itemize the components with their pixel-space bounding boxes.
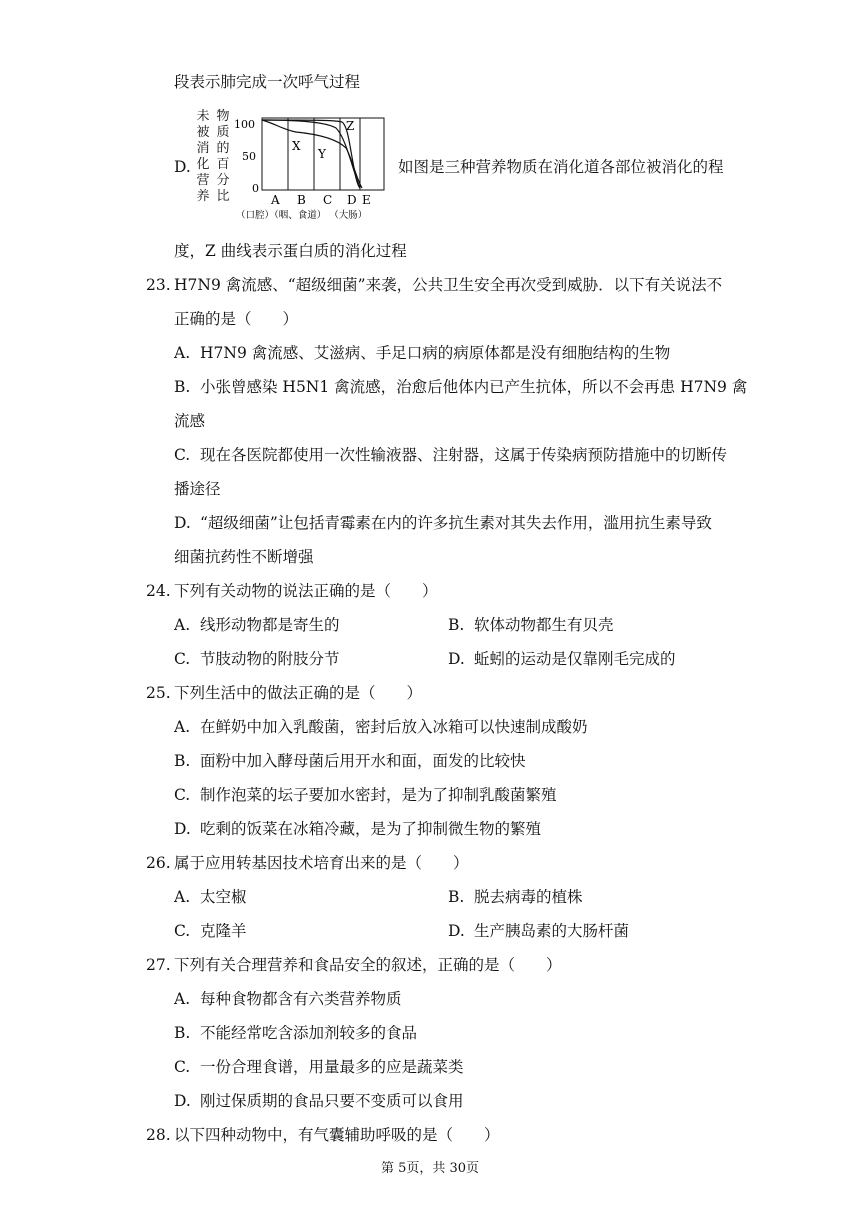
option-text-cont: 流感 bbox=[174, 412, 206, 430]
option-text: 蚯蚓的运动是仅靠刚毛完成的 bbox=[474, 650, 676, 668]
question-number: 27. bbox=[146, 956, 171, 974]
ylabel-char: 质 bbox=[216, 125, 230, 140]
ylabel-char: 的 bbox=[216, 141, 230, 156]
question-stem: H7N9 禽流感、“超级细菌”来袭，公共卫生安全再次受到威胁．以下有关说法不 bbox=[174, 276, 723, 294]
question-stem: 属于应用转基因技术培育出来的是（ ） bbox=[174, 854, 469, 872]
question-number: 25. bbox=[146, 684, 171, 702]
option-label: B. bbox=[448, 616, 465, 634]
option-text: “超级细菌”让包括青霉素在内的许多抗生素对其失去作用，滥用抗生素导致 bbox=[200, 514, 712, 532]
option-text: 吃剩的饭菜在冰箱冷藏，是为了抑制微生物的繁殖 bbox=[200, 820, 542, 838]
option-d[interactable] bbox=[448, 649, 676, 669]
q22-option-d-label: D. bbox=[174, 158, 191, 176]
option-label: C. bbox=[174, 446, 191, 464]
option-c[interactable] bbox=[174, 785, 557, 805]
option-text: 在鲜奶中加入乳酸菌，密封后放入冰箱可以快速制成酸奶 bbox=[200, 718, 588, 736]
option-text-cont: 播途径 bbox=[174, 480, 221, 498]
option-text: H7N9 禽流感、艾滋病、手足口病的病原体都是没有细胞结构的生物 bbox=[200, 344, 671, 362]
option-b[interactable] bbox=[174, 1023, 417, 1043]
option-c[interactable] bbox=[174, 649, 340, 669]
option-a[interactable] bbox=[174, 989, 402, 1009]
ylabel-char: 营 bbox=[196, 173, 210, 188]
question-stem: 下列生活中的做法正确的是（ ） bbox=[174, 684, 423, 702]
option-text: 不能经常吃含添加剂较多的食品 bbox=[200, 1024, 418, 1042]
q22-option-d-desc: 如图是三种营养物质在消化道各部位被消化的程 bbox=[398, 158, 724, 176]
option-label: A. bbox=[174, 990, 191, 1008]
option-text: 太空椒 bbox=[200, 888, 247, 906]
ylabel-char: 比 bbox=[216, 189, 230, 204]
option-label: A. bbox=[174, 718, 191, 736]
ylabel-char: 百 bbox=[216, 157, 230, 172]
option-label: B. bbox=[448, 888, 465, 906]
digestion-chart bbox=[196, 108, 386, 222]
x-letter-e: E bbox=[362, 193, 371, 207]
option-c[interactable] bbox=[174, 921, 247, 941]
option-a[interactable] bbox=[174, 343, 670, 363]
option-text-cont: 细菌抗药性不断增强 bbox=[174, 548, 314, 566]
option-text: 克隆羊 bbox=[200, 922, 247, 940]
y-tick-50: 50 bbox=[242, 150, 256, 163]
intro-line: 段表示肺完成一次呼气过程 bbox=[174, 73, 361, 91]
question-number: 24. bbox=[146, 582, 171, 600]
option-text: 软体动物都生有贝壳 bbox=[474, 616, 614, 634]
option-a[interactable] bbox=[174, 615, 340, 635]
option-label: A. bbox=[174, 616, 191, 634]
question-number: 28. bbox=[146, 1126, 171, 1144]
y-tick-0: 0 bbox=[252, 182, 259, 195]
option-label: C. bbox=[174, 650, 191, 668]
option-label: C. bbox=[174, 1058, 191, 1076]
option-text: 线形动物都是寄生的 bbox=[200, 616, 340, 634]
digestion-figure bbox=[196, 108, 386, 222]
option-text: 制作泡菜的坛子要加水密封，是为了抑制乳酸菌繁殖 bbox=[200, 786, 557, 804]
ylabel-char: 未 bbox=[196, 109, 210, 124]
x-letter-c: C bbox=[323, 193, 333, 207]
question-number: 23. bbox=[146, 276, 171, 294]
q22-option-d-desc-cont: 度，Z 曲线表示蛋白质的消化过程 bbox=[174, 242, 407, 260]
curve-label-x: X bbox=[292, 139, 301, 153]
option-d[interactable] bbox=[174, 513, 712, 533]
option-b[interactable] bbox=[448, 615, 614, 635]
curve-label-z: Z bbox=[346, 119, 355, 133]
option-label: D. bbox=[174, 820, 191, 838]
option-text: 面粉中加入酵母菌后用开水和面，面发的比较快 bbox=[200, 752, 526, 770]
ylabel-char: 养 bbox=[196, 189, 210, 204]
option-label: C. bbox=[174, 922, 191, 940]
option-a[interactable] bbox=[174, 717, 588, 737]
option-label: B. bbox=[174, 752, 191, 770]
option-text: 小张曾感染 H5N1 禽流感，治愈后他体内已产生抗体，所以不会再患 H7N9 禽 bbox=[200, 378, 748, 396]
ylabel-char: 物 bbox=[216, 109, 230, 124]
option-text: 现在各医院都使用一次性输液器、注射器，这属于传染病预防措施中的切断传 bbox=[200, 446, 728, 464]
option-text: 生产胰岛素的大肠杆菌 bbox=[474, 922, 630, 940]
ylabel-char: 被 bbox=[196, 125, 210, 140]
option-label: D. bbox=[174, 1092, 191, 1110]
option-d[interactable] bbox=[174, 1091, 464, 1111]
option-d[interactable] bbox=[448, 921, 629, 941]
option-text: 刚过保质期的食品只要不变质可以食用 bbox=[200, 1092, 464, 1110]
ylabel-char: 消 bbox=[196, 141, 210, 156]
option-d[interactable] bbox=[174, 819, 541, 839]
curve-label-y: Y bbox=[318, 147, 326, 161]
option-label: B. bbox=[174, 1024, 191, 1042]
x-letter-a: A bbox=[271, 193, 280, 207]
option-text: 节肢动物的附肢分节 bbox=[200, 650, 340, 668]
question-number: 26. bbox=[146, 854, 171, 872]
option-label: D. bbox=[448, 650, 465, 668]
option-text: 每种食物都含有六类营养物质 bbox=[200, 990, 402, 1008]
option-text: 一份合理食谱，用量最多的应是蔬菜类 bbox=[200, 1058, 464, 1076]
option-label: C. bbox=[174, 786, 191, 804]
option-a[interactable] bbox=[174, 887, 247, 907]
option-b[interactable] bbox=[174, 751, 526, 771]
option-label: D. bbox=[174, 514, 191, 532]
page-footer: 第 5页，共 30页 bbox=[380, 1161, 480, 1176]
option-b[interactable] bbox=[448, 887, 583, 907]
question-stem: 以下四种动物中，有气囊辅助呼吸的是（ ） bbox=[174, 1126, 500, 1144]
option-b[interactable] bbox=[174, 377, 747, 397]
option-text: 脱去病毒的植株 bbox=[474, 888, 583, 906]
question-stem: 下列有关动物的说法正确的是（ ） bbox=[174, 582, 438, 600]
ylabel-char: 化 bbox=[196, 157, 210, 172]
x-letter-b: B bbox=[297, 193, 306, 207]
y-tick-100: 100 bbox=[234, 118, 255, 131]
question-stem: 正确的是（ ） bbox=[174, 310, 299, 328]
option-c[interactable] bbox=[174, 1057, 464, 1077]
option-label: B. bbox=[174, 378, 191, 396]
option-c[interactable] bbox=[174, 445, 727, 465]
x-sublabels: （口腔）（咽、食道） （大肠） bbox=[236, 210, 368, 221]
ylabel-char: 分 bbox=[216, 173, 230, 188]
option-label: A. bbox=[174, 344, 191, 362]
option-label: A. bbox=[174, 888, 191, 906]
x-letter-d: D bbox=[347, 193, 357, 207]
question-stem: 下列有关合理营养和食品安全的叙述，正确的是（ ） bbox=[174, 956, 562, 974]
option-label: D. bbox=[448, 922, 465, 940]
